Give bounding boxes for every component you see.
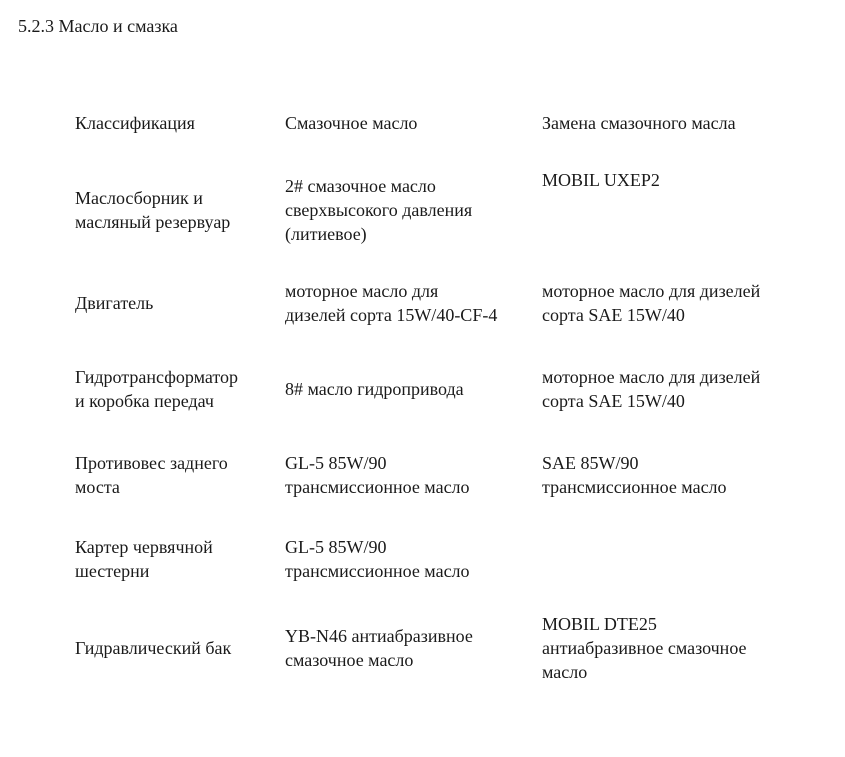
cell-classification: Гидротрансформатор и коробка передач	[75, 367, 239, 411]
cell-classification: Маслосборник и масляный резервуар	[75, 188, 231, 232]
cell-classification: Картер червячной шестерни	[75, 537, 213, 581]
table-row	[68, 348, 795, 430]
cell-replacement: SAE 85W/90 трансмиссионное масло	[542, 453, 727, 497]
cell-replacement: моторное масло для дизелей сорта SAE 15W/40	[542, 281, 761, 325]
cell-lubricant: YB-N46 антиабразивное смазочное масло	[285, 626, 473, 670]
cell-classification: Двигатель	[75, 293, 154, 313]
cell-replacement: MOBIL UXEP2	[542, 170, 660, 190]
table-row	[68, 430, 795, 520]
cell-classification: Противовес заднего моста	[75, 453, 228, 497]
cell-replacement	[535, 520, 795, 598]
table-row	[68, 162, 795, 258]
section-title: 5.2.3 Масло и смазка	[18, 16, 178, 36]
cell-lubricant: GL-5 85W/90 трансмиссионное масло	[285, 537, 470, 581]
header-classification: Классификация	[75, 113, 195, 133]
table-row	[68, 520, 795, 598]
cell-classification: Гидравлический бак	[75, 638, 232, 658]
header-replacement: Замена смазочного масла	[542, 113, 736, 133]
table-row	[68, 598, 795, 698]
cell-lubricant: моторное масло для дизелей сорта 15W/40-CF-4	[285, 281, 498, 325]
cell-replacement: моторное масло для дизелей сорта SAE 15W/40	[542, 367, 761, 411]
header-lubricant: Смазочное масло	[285, 113, 418, 133]
cell-lubricant: 8# масло гидропривода	[285, 379, 464, 399]
table-header-row	[68, 84, 795, 162]
cell-lubricant: 2# смазочное масло сверхвысокого давления (литиевое)	[285, 176, 473, 244]
table-row	[68, 258, 795, 348]
cell-lubricant: GL-5 85W/90 трансмиссионное масло	[285, 453, 470, 497]
lubricants-table	[68, 84, 795, 698]
cell-replacement: MOBIL DTE25 антиабразивное смазочное масло	[542, 614, 747, 682]
